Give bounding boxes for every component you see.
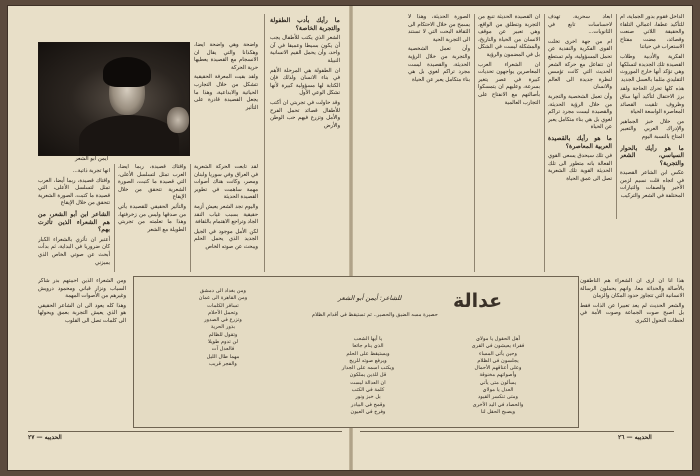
poem-line: وحين يأتي المساء: [479, 350, 517, 357]
poem-line: ومن بغداد الى دمشق: [200, 288, 246, 294]
paragraph: ولقد بقيت المعرفة الحقيقية تتشكل من خلال التجارب الحياتية والابداعية، وهذا ما يجعل القصيدة قادرة على التأثير: [194, 74, 258, 111]
right-page-column-far-right: [620, 14, 684, 219]
poem-line: قل للذين يملكون: [349, 372, 387, 379]
poem-stanza-mid: [308, 336, 428, 416]
column-rule: [616, 14, 617, 219]
poem-line: بل خبز ونور: [355, 394, 381, 401]
poem-line: والحصاد في اليد الأخرى: [472, 401, 524, 408]
paragraph: الشعر الذي يكتب للأطفال يجب أن يكون بسيطا وعميقا في آن واحد، وأن يحمل القيم الانسانية النبيلة: [270, 35, 340, 64]
poem-line: يجلسون في الظلام: [477, 357, 519, 364]
paragraph: ان القصيدة الحديثة تنبع من التجربة وتنطلق من الواقع، وهي تعبير عن موقف الانسان من الحياة والتاريخ، والمشكلة ليست في الشكل بل في المضمون والرؤية: [478, 14, 540, 58]
column-rule: [114, 164, 115, 272]
paragraph: من خلال خبز الجماهير والإدراك العربي والتعبير المتاح بالنسبة اليوم: [620, 118, 684, 140]
footer-rule: [28, 431, 342, 432]
column-rule: [264, 14, 265, 272]
left-page-column-left: [38, 168, 110, 272]
poem-line: فالعدل آت: [211, 346, 235, 353]
poem-line: والفجر قريب: [209, 360, 237, 367]
poem-line: يا أيها الشعب: [353, 336, 383, 342]
paragraph: لكن الأمل موجود في الجيل الجديد الذي يحمل الحلم ويبحث عن صوته الخاص: [194, 228, 258, 250]
paragraph: الداخل فقوم بدور الجماية، ام للتأكيد عطفا، اعمالي التلقاء والحقيقة اللاتي صنعت وقصائد، مضت مفتاح الاستعراب في حياتنا: [620, 14, 684, 51]
interview-question: ما هو رأيك بالقصيدة العربية المعاصرة؟: [548, 134, 612, 150]
poem-stanza-right: [438, 336, 558, 416]
poem-line: وفرح في العيون: [350, 408, 386, 415]
column-rule: [190, 164, 191, 272]
poem-stanza-left: [158, 288, 288, 368]
paragraph: ابعاد سحرية، تهدف لاحساسات تابع في الثانويات...: [548, 14, 612, 36]
poem-subtitle: حصيرة مسه الضيق والحصير.. ثم تستيقظ في أقدام الظلام: [311, 312, 438, 318]
photo-caption: أيمن أبو الشعر: [75, 156, 108, 162]
right-page-column-near-gutter: [408, 14, 470, 272]
paragraph: الصورة الحديثة، وهذا لا يسمح من خلال الاحتكام الى الثقافة البحت التي لا تستند الى التجربة الحية: [408, 14, 470, 43]
poem-line: مهما طال الليل: [206, 353, 240, 360]
paragraph: وأن تعمل الشخصية والتجربة من خلال الرؤية الحديثة، والقصيدة ليست مجرد تراكم لغوي بل هي بناء متكامل يعبر عن الحياة: [548, 93, 612, 131]
column-rule: [544, 14, 545, 272]
poem-line: تسافر الكلمات: [207, 302, 239, 309]
poem-line: ومتى تنكسر القيود: [477, 394, 519, 401]
poem-line: وقمح في البيادر: [351, 401, 385, 408]
poem-line: ويصبح الحقل لنا: [480, 408, 516, 415]
poem-line: فقراء يعيشون في القرى: [471, 343, 525, 350]
right-page-lower-column: [580, 278, 684, 428]
poem-line: وأصواتهم مخنوقة: [479, 372, 517, 379]
poem-line: ويستيقظ على الحلم: [346, 350, 390, 357]
photo-hair: [103, 57, 151, 87]
poem-author: للشاعر: أيمن أبو الشعر: [338, 294, 402, 302]
paragraph: وأن تعمل الشخصية والتجربة من خلال الرؤية الحديثة، والقصيدة ليست مجرد تراكم لغوي بل هي بناء متكامل يعبر عن الحياة: [408, 46, 470, 83]
paragraph: الفكرية والأدبية وطلاب القصيدة تلك الجديدة لتسلكها وهي تؤكد أنها خارج الموروث التقليدي مثلما بالعسل الجديد: [620, 53, 684, 83]
left-page-column-mid-left: [118, 164, 186, 272]
paragraph: ان الطفولة هي المرحلة الأهم في بناء الانسان ولذلك فإن الكتابة لها مسؤولية كبيرة لأنها تشكل الوعي الأول: [270, 67, 340, 97]
left-page-lower-column: [38, 278, 126, 428]
photo-shoulder: [79, 115, 179, 156]
interview-question: ما هو رأيك بالحوار السياسي، الشعر والتجربة؟: [620, 144, 684, 167]
poet-photo: [38, 42, 190, 156]
poem-line: الذي ينام جائعا: [352, 343, 384, 350]
poem-line: العدل يا مولاي: [482, 387, 514, 394]
paragraph: وهذا كله يعود الى ان الشاعر الحقيقي هو الذي يعيش التجربة بعمق ويحولها الى كلمات تصل الى القلوب: [38, 302, 126, 324]
paragraph: وقد حاولت في تجربتي ان أكتب للأطفال قصائد تحمل الفرح والأمل وتزرع فيهم حب الوطن والأرض: [270, 99, 340, 129]
paragraph: هذا أنا أن أرى ان الشعراء هم الناطقون بالأصالة والحداثة معا، وانهم يحملون الرسالة الانسانية التي تتجاوز حدود المكان والزمان: [580, 278, 684, 300]
magazine-spread: [8, 6, 692, 470]
interview-question: ما رأيك بأدب الطفولة والتجربة الخاصة؟: [270, 17, 340, 32]
poem-line: وتقول للظالم: [208, 331, 238, 338]
poem-line: ومن القاهرة الى عمان: [198, 295, 248, 302]
paragraph: عكس ابن الشاعر القصيدة في اتجاه قلت نسيم لزمن الأخير والصفات والتيارات المختلفة في الشعر والتركيب: [620, 170, 684, 200]
paragraph: أعتبر ان تأثري بالشعراء الكبار كان ضروريا في البداية، ثم بدأت أبحث عن صوتي الخاص الذي يميزني: [38, 236, 110, 266]
left-page-column-mid: [194, 164, 258, 272]
footer-rule: [360, 431, 674, 432]
poem-line: ويكتب اسمه على الجدار: [341, 365, 395, 372]
photo-hand: [167, 107, 189, 133]
paragraph: واليوم نجد الشعر يعيش أزمة حقيقية بسبب غياب النقد الجاد وتراجع الاهتمام بالثقافة: [194, 203, 258, 226]
paragraph: والتأثير الحقيقي للقصيدة يأتي من صدقها وليس من زخرفتها، وهذا ما تعلمته من تجربتي الطويلة مع الشعر: [118, 203, 186, 233]
poem-line: كلمة في الكتب: [351, 387, 385, 394]
paragraph: واقتاك قصيدة، ربما أيضا، العرب تمثل لتسلسل الأعلى، التي قصيدة ما كتبت، الصورة الشعرية تتحقق من خلال الإيقاع: [38, 177, 110, 207]
paragraph: لقد تابعت الحركة الشعرية في العراق وفي سوريا ولبنان ومصر، وكانت هناك أصوات مهمة ساهمت في تطوير القصيدة الحديثة: [194, 164, 258, 201]
paragraph: واضحة وهي واضحة أيضا، وهكذانا والتي يقال ان الانسجام مع القصيدة يعطيها حرية الحركة: [194, 42, 258, 71]
page-number-right: الحديبه — ٢٦: [618, 434, 652, 441]
paragraph: والشعر الحديث لم يعد تعبيرا عن الذات فقط بل اصبح صوت الجماعة وصوت الأمة في لحظات التحول الكبرى: [580, 302, 684, 324]
paragraph: ومن الشعراء الذين أحببتهم بدر شاكر السياب ونزار قباني ومحمود درويش وغيرهم من الأصوات المهمة: [38, 278, 126, 300]
poem-line: وتزرع في الصدور: [204, 317, 242, 324]
right-page-column-mid-right: [548, 14, 612, 274]
poem-line: بذور الحرية: [210, 324, 236, 331]
column-rule: [474, 14, 475, 272]
paragraph: انها تجربة ذاتية...: [72, 168, 110, 174]
page-number-left: الحديبه — ٢٧: [28, 434, 62, 441]
left-page-column-right: [270, 14, 340, 272]
poem-line: يسألون متى يأتي: [479, 379, 517, 386]
poem-line: أهل الحقول يا مولاي: [476, 336, 520, 342]
paragraph: هذه كلها تحرك الحاجة ولقد برز الاحتفال لتأكيد أنها ساق وظروف تلقيت القصائد المعاصرة الواسعة الحياة: [620, 86, 684, 116]
paragraph: في تلك سيحدق يسعى القوي الفعالة بانه متطور الى تلك الحديثة القوية تلك الشعرية تصل الى عمق الحياة: [548, 153, 612, 182]
paragraph: واقتاك قصيدة، ربما أيضا، العرب تمثل لتسلسل الأعلى، التي قصيدة ما كتبت، الصورة الشعرية تتحقق من خلال الإيقاع: [118, 164, 186, 201]
paragraph: ام من جهة اخرى تخلت القوى الفكرية والنقدية عن تحمل المسؤولية، ولم تستطع ان تتفاعل مع حركة الشعر الحديث التي كانت تؤسس لنظرة جديدة الى العالم والانسان: [548, 38, 612, 91]
poem-title: عدالة: [453, 290, 503, 312]
right-page-column-third: [478, 14, 540, 272]
paragraph: ان الشعراء العرب المعاصرين يواجهون تحديات كبيرة في عصر يتغير بسرعة، وعليهم ان يتمسكوا بأصالتهم مع الانفتاح على التجارب العالمية: [478, 61, 540, 106]
interview-question: الشاعر ابن أبو الشعر، من هم الشعراء الذين تأثرت بهم؟: [38, 210, 110, 234]
poem-line: ويرفع صوته للريح: [349, 357, 387, 364]
left-page-column-top-right: [194, 42, 258, 152]
poem-line: ان العدالة ليست: [350, 379, 386, 386]
poem-line: وعلى أعناقهم الأحمال: [474, 365, 522, 372]
poem-line: وتحمل الأحلام: [208, 309, 238, 316]
poem-line: لن تدوم طويلا: [207, 339, 239, 346]
